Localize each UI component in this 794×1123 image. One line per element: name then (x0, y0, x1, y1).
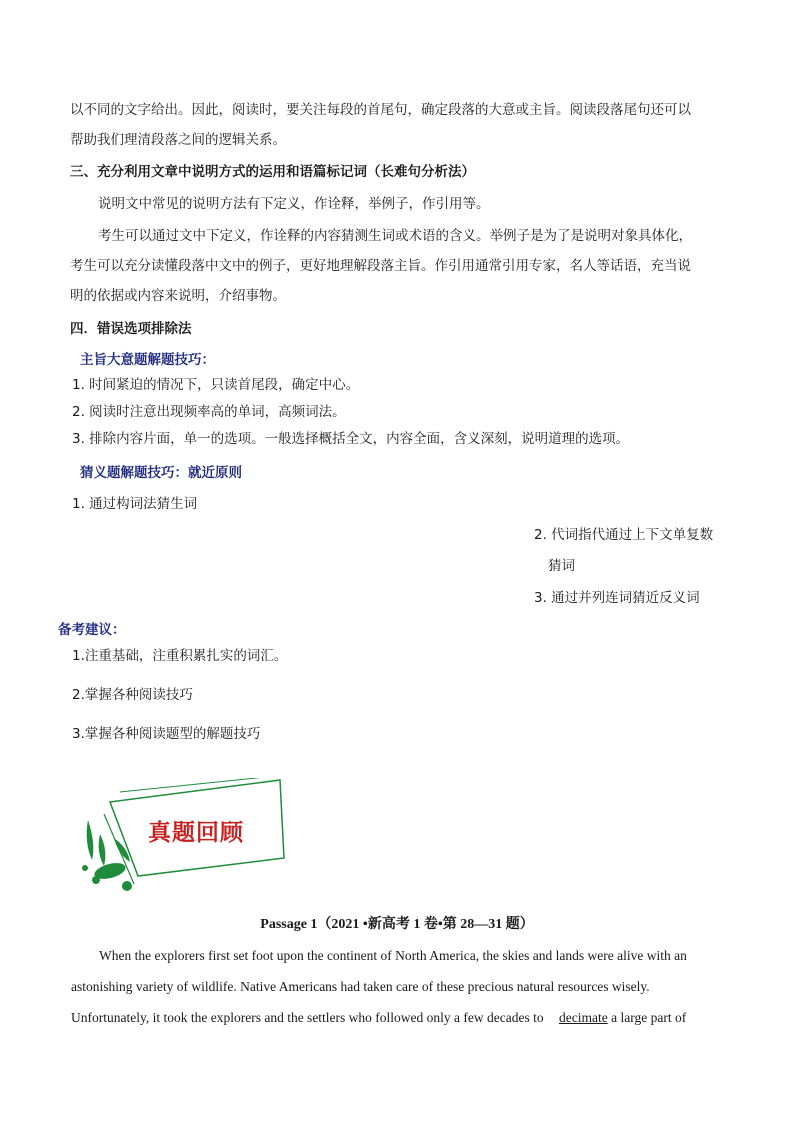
section-3-paragraph-2-line-2: 考生可以充分读懂段落中文中的例子，更好地理解段落主旨。作引用通常引用专家，名人等话语，充当说 (70, 258, 691, 274)
guess-meaning-heading: 猜义题解题技巧：就近原则 (80, 465, 242, 481)
passage-line-3-end: a large part of (611, 1010, 687, 1025)
passage-line-2: astonishing variety of wildlife. Native Americans had taken care of these precious natural resources wisely. (71, 979, 650, 994)
guess-item-2-line-2: 猜词 (548, 558, 575, 574)
section-3-paragraph-2-line-1: 考生可以通过文中下定义，作诠释的内容猜测生词或术语的含义。举例子是为了是说明对象具体化， (98, 228, 692, 244)
main-idea-heading: 主旨大意题解题技巧： (80, 352, 215, 368)
main-idea-item-1: 1. 时间紧迫的情况下，只读首尾段，确定中心。 (72, 377, 360, 393)
intro-line-1: 以不同的文字给出。因此，阅读时，要关注每段的首尾句，确定段落的大意或主旨。阅读段落尾句还可以 (70, 102, 691, 118)
section-4-heading: 四．错误选项排除法 (70, 321, 192, 337)
guess-item-2-line-1: 2. 代词指代通过上下文单复数 (534, 527, 714, 543)
advice-item-1: 1.注重基础，注重积累扎实的词汇。 (72, 648, 288, 664)
main-idea-item-3: 3. 排除内容片面，单一的选项。一般选择概括全文，内容全面，含义深刻，说明道理的选项。 (72, 431, 630, 447)
guess-item-3: 3. 通过并列连词猜近反义词 (534, 590, 700, 606)
intro-line-2: 帮助我们理清段落之间的逻辑关系。 (70, 132, 286, 148)
section-3-heading: 三、充分利用文章中说明方式的运用和语篇标记词（长难句分析法） (70, 164, 475, 180)
passage-blank-word: decimate (559, 1010, 608, 1025)
passage-line-3 (71, 1009, 686, 1027)
banner-title: 真题回顾 (148, 819, 244, 846)
guess-item-1: 1. 通过构词法猜生词 (72, 496, 198, 512)
advice-item-3: 3.掌握各种阅读题型的解题技巧 (72, 726, 261, 742)
section-3-paragraph-2-line-3: 明的依据或内容来说明，介绍事物。 (70, 288, 286, 304)
passage-title: Passage 1（2021 •新高考 1 卷•第 28—31 题） (260, 917, 534, 932)
section-3-paragraph-1: 说明文中常见的说明方法有下定义，作诠释，举例子，作引用等。 (98, 196, 490, 212)
main-idea-item-2: 2. 阅读时注意出现频率高的单词，高频词法。 (72, 404, 346, 420)
advice-heading: 备考建议： (58, 622, 126, 638)
review-banner (70, 778, 290, 898)
advice-item-2: 2.掌握各种阅读技巧 (72, 687, 193, 703)
passage-line-1: When the explorers first set foot upon the continent of North America, the skies and lands were alive with an (99, 948, 687, 963)
passage-line-3-start: Unfortunately, it took the explorers and the settlers who followed only a few decades to (71, 1010, 544, 1025)
